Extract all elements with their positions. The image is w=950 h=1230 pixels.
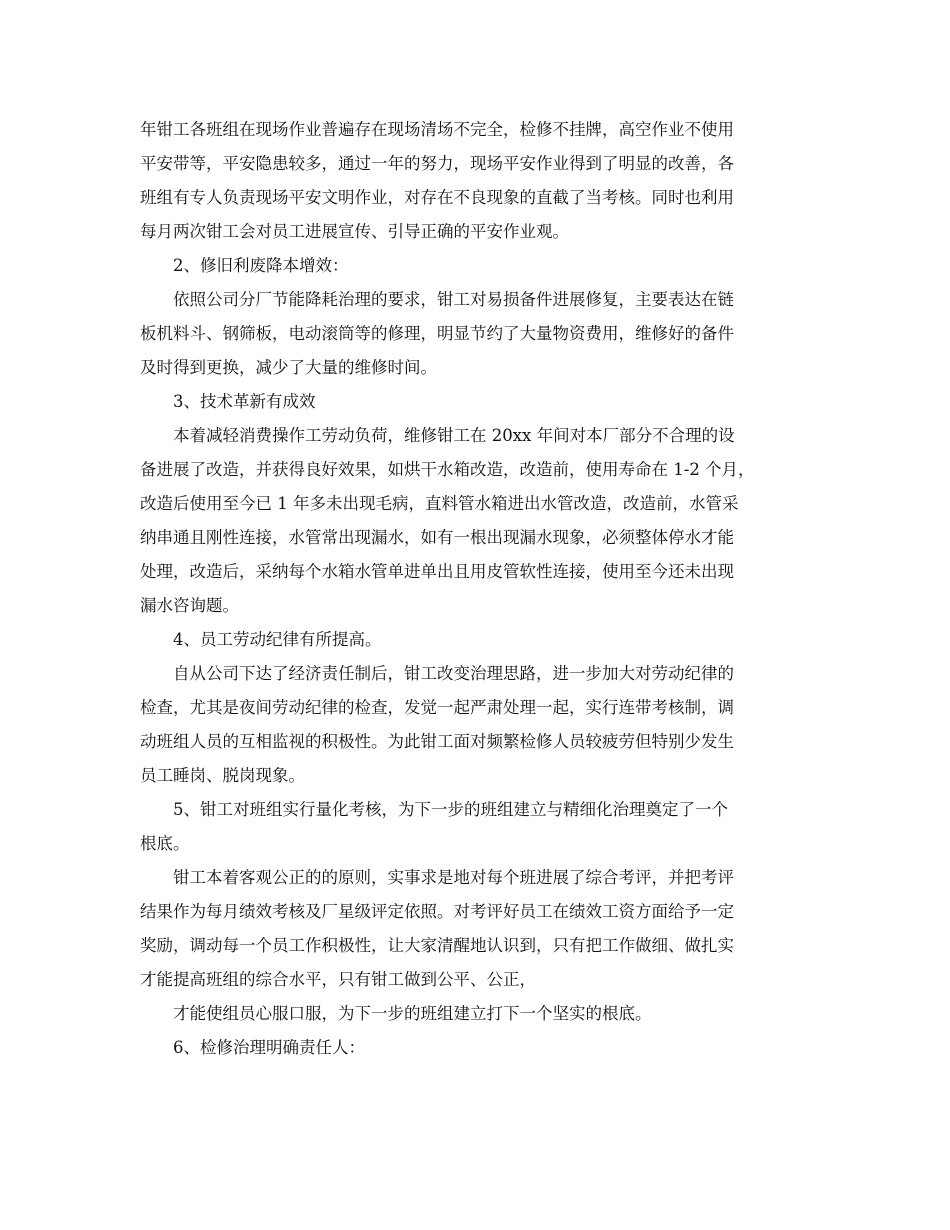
text-line: 处理，改造后，采纳每个水箱水管单进单出且用皮管软性连接，使用至今还未出现 (140, 562, 734, 581)
text-line: 钳工本着客观公正的的原则，实事求是地对每个班进展了综合考评，并把考评 (173, 868, 734, 887)
text-line: 员工睡岗、脱岗现象。 (140, 766, 305, 785)
text-line: 备进展了改造，并获得良好效果，如烘干水箱改造，改造前，使用寿命在 1-2 个月， (140, 460, 755, 479)
text-line: 5、钳工对班组实行量化考核，为下一步的班组建立与精细化治理奠定了一个 (173, 800, 728, 819)
text-line: 板机料斗、钢筛板，电动滚筒等的修理，明显节约了大量物资费用，维修好的备件 (140, 324, 734, 343)
text-line: 4、员工劳动纪律有所提高。 (173, 630, 382, 649)
text-line: 3、技术革新有成效 (173, 392, 316, 411)
text-line: 动班组人员的互相监视的积极性。为此钳工面对频繁检修人员较疲劳但特别少发生 (140, 732, 734, 751)
text-line: 年钳工各班组在现场作业普遍存在现场清场不完全，检修不挂牌，高空作业不使用 (140, 120, 734, 139)
document-body (140, 113, 830, 1065)
text-line: 改造后使用至今已 1 年多未出现毛病，直料管水箱进出水管改造，改造前，水管采 (140, 494, 739, 513)
text-line: 奖励，调动每一个员工作积极性，让大家清醒地认识到，只有把工作做细、做扎实 (140, 936, 734, 955)
text-line: 纳串通且刚性连接，水管常出现漏水，如有一根出现漏水现象，必须整体停水才能 (140, 528, 734, 547)
text-line: 依照公司分厂节能降耗治理的要求，钳工对易损备件进展修复，主要表达在链 (173, 290, 734, 309)
text-line: 才能使组员心服口服，为下一步的班组建立打下一个坚实的根底。 (173, 1004, 652, 1023)
text-line: 平安带等，平安隐患较多，通过一年的努力，现场平安作业得到了明显的改善，各 (140, 154, 734, 173)
text-line: 自从公司下达了经济责任制后，钳工改变治理思路，进一步加大对劳动纪律的 (173, 664, 734, 683)
text-line: 每月两次钳工会对员工进展宣传、引导正确的平安作业观。 (140, 222, 569, 241)
text-line: 检查，尤其是夜间劳动纪律的检查，发觉一起严肃处理一起，实行连带考核制，调 (140, 698, 734, 717)
text-line: 班组有专人负责现场平安文明作业，对存在不良现象的直截了当考核。同时也利用 (140, 188, 734, 207)
text-line: 漏水咨询题。 (140, 596, 239, 615)
text-line: 2、修旧利废降本增效： (173, 256, 349, 275)
text-line: 根底。 (140, 834, 190, 853)
text-line: 6、检修治理明确责任人： (173, 1038, 365, 1057)
text-line: 本着减轻消费操作工劳动负荷，维修钳工在 20xx 年间对本厂部分不合理的设 (173, 426, 735, 445)
text-line: 及时得到更换，减少了大量的维修时间。 (140, 358, 437, 377)
text-line: 才能提高班组的综合水平，只有钳工做到公平、公正， (140, 970, 536, 989)
text-line: 结果作为每月绩效考核及厂星级评定依照。对考评好员工在绩效工资方面给予一定 (140, 902, 734, 921)
